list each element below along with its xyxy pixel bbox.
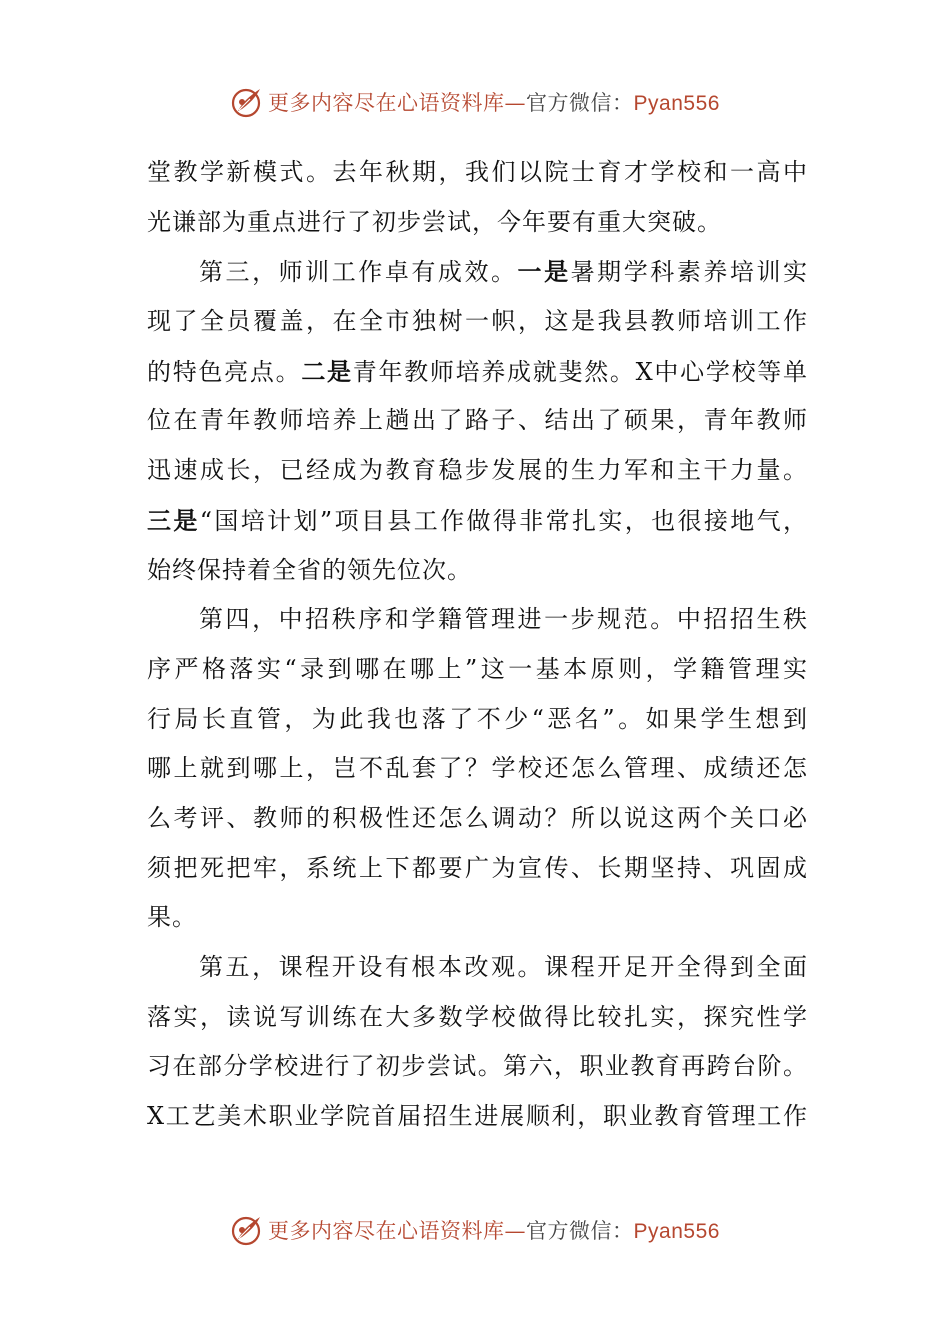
text-line: 现了全员覆盖，在全市独树一帜，这是我县教师培训工作 (147, 307, 807, 336)
text-line: 位在青年教师培养上趟出了路子、结出了硕果，青年教师 (147, 406, 807, 435)
section-heading: 第四，中招秩序和学籍管理进一步规范。中招招生秩 (199, 605, 807, 634)
text-line: 堂教学新模式。去年秋期，我们以院士育才学校和一高中 (147, 158, 807, 186)
quill-seal-logo-icon (230, 85, 264, 119)
text-line (147, 347, 807, 397)
text-line (147, 247, 807, 297)
text-line: 行局长直管，为此我也落了不少“恶名”。如果学生想到 (147, 704, 807, 733)
document-body (147, 148, 807, 1142)
text-line: 迅速成长，已经成为教育稳步发展的生力军和主干力量。 (147, 456, 807, 485)
text-line: X工艺美术职业学院首届招生进展顺利，职业教育管理工作 (147, 1102, 807, 1131)
section-heading: 第三，师训工作卓有成效。 (199, 258, 518, 287)
header-wechat-label: 官方微信： (526, 91, 634, 115)
text-line: 序严格落实“录到哪在哪上”这一基本原则，学籍管理实 (147, 654, 807, 683)
text-line: 始终保持着全省的领先位次。 (147, 555, 472, 584)
text-line: 么考评、教师的积极性还怎么调动？所以说这两个关口必 (147, 803, 807, 832)
section-heading: 第五，课程开设有根本改观。课程开足开全得到全面 (199, 953, 807, 981)
footer-site-text: 更多内容尽在心语资料库 (268, 1219, 505, 1243)
quill-seal-logo-icon (230, 1213, 264, 1247)
footer-watermark-text (268, 1215, 720, 1245)
text-line: 习在部分学校进行了初步尝试。第六，职业教育再跨台阶。 (147, 1052, 807, 1081)
text-line (147, 496, 807, 546)
bold-marker: 二是 (301, 356, 353, 386)
header-watermark-text (268, 87, 720, 117)
text-line: 落实，读说写训练在大多数学校做得比较扎实，探究性学 (147, 1002, 807, 1031)
header-site-text: 更多内容尽在心语资料库 (268, 91, 505, 115)
header-watermark (0, 80, 950, 124)
footer-wechat-handle: Pyan556 (633, 1220, 720, 1243)
text-span: 的特色亮点。 (147, 357, 302, 386)
footer-dash: — (504, 1219, 527, 1243)
text-line: 光谦部为重点进行了初步尝试，今年要有重大突破。 (147, 207, 722, 236)
text-line: 须把死把牢，系统上下都要广为宣传、长期坚持、巩固成 (147, 853, 807, 882)
text-span: 暑期学科素养培训实 (570, 258, 808, 287)
header-wechat-handle: Pyan556 (633, 92, 720, 115)
footer-watermark (0, 1208, 950, 1252)
text-span: 青年教师培养成就斐然。X中心学校等单 (352, 357, 808, 386)
text-span: “国培计划”项目县工作做得非常扎实，也很接地气， (199, 506, 807, 535)
bold-marker: 三是 (147, 505, 200, 535)
header-dash: — (504, 91, 527, 115)
text-line: 哪上就到哪上，岂不乱套了？学校还怎么管理、成绩还怎 (147, 754, 807, 783)
text-line: 果。 (147, 903, 197, 932)
footer-wechat-label: 官方微信： (526, 1219, 634, 1243)
bold-marker: 一是 (517, 257, 571, 287)
